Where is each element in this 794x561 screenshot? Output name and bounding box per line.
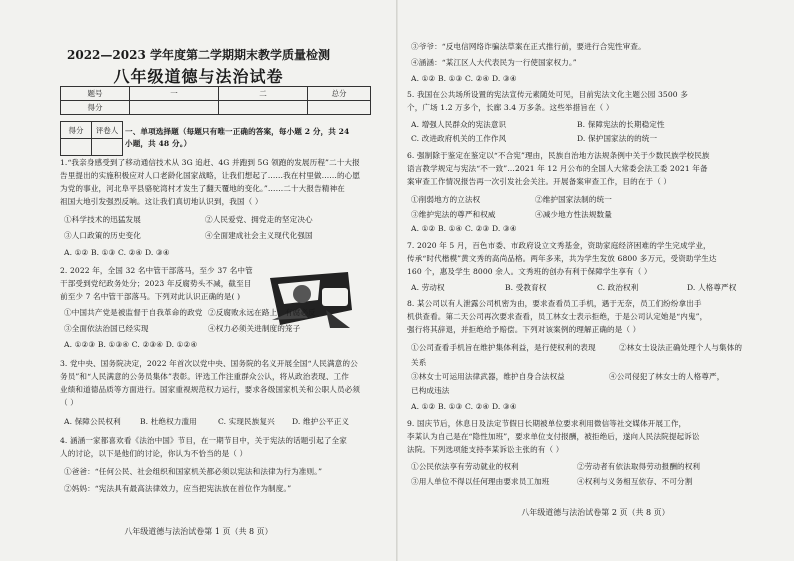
option-text: ④减少地方性法规数量: [535, 210, 612, 219]
question-text: 8. 某公司以有人泄露公司机密为由，要求查看员工手机，遇于无奈，员工们纷纷拿出手: [407, 299, 702, 308]
question-text: 干部受到党纪政务处分；2023 年反腐势头不减，截至目: [60, 279, 252, 288]
option-text: ④全面建成社会主义现代化强国: [205, 231, 313, 240]
option-text: ③用人单位不得以任何理由要求员工加班: [411, 477, 550, 486]
option-text: ②劳动者有依法取得劳动报酬的权利: [577, 462, 701, 471]
question-text: 法院。下列选项能支持李某诉讼主张的有（ ）: [407, 445, 564, 454]
section-heading: 小题，共 48 分。）: [125, 139, 192, 148]
question-text: 传承“时代楷模”黄文秀的高尚品格。两年多来，共为学生发放 6800 多万元，受资助学生达: [407, 254, 717, 263]
grader-table: [60, 121, 123, 156]
option-text: C. 改进政府机关的工作作风: [411, 134, 507, 143]
option-text: ②妈妈：“宪法具有最高法律效力，应当把宪法放在首位作为制度。”: [64, 484, 292, 493]
question-text: （ ）: [60, 398, 78, 407]
question-text: 160 个，惠及学生 8000 余人。文秀班的创办有利于保障学生享有（ ）: [407, 267, 652, 276]
score-label-cell: 得分: [61, 101, 130, 115]
answer-choices: A. ①② B. ①③ C. ②④ D. ③④: [411, 402, 517, 411]
option-text: 已构成违法: [411, 386, 450, 395]
option-text: B. 杜绝权力滥用: [140, 417, 197, 426]
option-text: ①中国共产党是被监督于自我革命的政党: [64, 308, 203, 317]
option-text: ④权力必须关进制度的笼子: [208, 324, 301, 333]
question-text: 7. 2020 年 5 月，百色市委、市政府设立文秀基金，资助家庭经济困难的学生完成学业，: [407, 241, 711, 250]
option-text: D. 人格尊严权: [687, 283, 737, 292]
question-text: 业绩和道德品质等方面进行。国家重视规范权力运行，要求各级国家机关和公职人员必须: [60, 385, 361, 394]
score-value-cell[interactable]: [130, 101, 219, 115]
question-text: 4. 涵涵一家都喜欢看《法治中国》节目，在一期节目中，关于宪法的话题引起了全家: [60, 436, 347, 445]
score-header-cell: 二: [219, 87, 308, 101]
option-text: A. 增强人民群众的宪法意识: [411, 120, 507, 129]
grader-name-label: 评卷人: [92, 122, 123, 139]
score-value-cell[interactable]: [219, 101, 308, 115]
question-text: 祖国大地引发强烈反响。这让我们真切地认识到，我国（ ）: [60, 197, 263, 206]
option-text: ③全面依法治国已经实现: [64, 324, 149, 333]
option-text: ③林女士可运用法律武器，维护自身合法权益: [411, 372, 565, 381]
question-text: 个，广场 1.2 万多个，长廊 3.4 万多条。这些举措旨在（ ）: [407, 103, 614, 112]
answer-choices: A. ①② B. ①③ C. ②④ D. ③④: [411, 74, 517, 83]
option-text: ①公司查看手机旨在维护集体利益，是行使权利的表现: [411, 343, 596, 352]
option-text: ①爸爸：“任何公民、社会组织和国家机关都必须以宪法和法律为行为准则。”: [64, 467, 323, 476]
question-text: 语言教学规定与宪法“不一致”…2021 年 12 月公布的全国人大常委会法工委 2021 年备: [407, 164, 708, 173]
answer-choices: A. ①② B. ①③ C. ②④ D. ③④: [64, 248, 170, 257]
score-header-cell: 总分: [308, 87, 371, 101]
page-footer: 八年级道德与法治试卷第 1 页（共 8 页）: [124, 527, 273, 536]
question-text: 5. 我国在公共场所设置的宪法宣传元素随处可见，目前宪法文化主题公园 3500 多: [407, 90, 688, 99]
question-text: 1.“我亲身感受到了移动通信技术从 3G 追赶、4G 并跑到 5G 领跑的发展历程”二十大报: [60, 158, 360, 167]
question-text: 6. 强制除于鉴定在鉴定以“不合宪”理由，民族自治地方法规条例中关于少数民族学校民族: [407, 151, 710, 160]
option-text: A. 劳动权: [411, 283, 445, 292]
option-text: D. 维护公平正义: [292, 417, 350, 426]
option-text: ③维护宪法的尊严和权威: [411, 210, 496, 219]
question-text: 务员”和“人民满意的公务员集体”表彰。评选工作注重群众公认，将从政治表现、工作: [60, 372, 349, 381]
option-text: C. 实现民族复兴: [218, 417, 275, 426]
question-text: 前至少 7 名中管干部落马。下列对此认识正确的是( ): [60, 292, 241, 301]
score-table: [60, 86, 371, 115]
option-text: ②维护国家法制的统一: [535, 195, 612, 204]
option-text: ①削弱地方的立法权: [411, 195, 481, 204]
option-text: ①科学技术的迅猛发展: [64, 215, 141, 224]
option-text: B. 保障宪法的长期稳定性: [577, 120, 665, 129]
grader-score-label: 得分: [61, 122, 92, 139]
option-text: ④公司侵犯了林女士的人格尊严，: [609, 372, 725, 381]
score-value-cell[interactable]: [308, 101, 371, 115]
question-text: 9. 国庆节后，休息日及法定节假日长期被单位要求利用微信等社交媒体开展工作，: [407, 419, 687, 428]
question-text: 李某认为自己是在“隐性加班”，要求单位支付报酬，被拒绝后，遂向人民法院提起诉讼: [407, 432, 700, 441]
option-text: D. 保护国家法的的统一: [577, 134, 658, 143]
question-text: 强行将其辞退，并拒绝给予赔偿。下列对该案例的理解正确的是（ ）: [407, 325, 641, 334]
score-header-cell: 一: [130, 87, 219, 101]
option-text: 关系: [411, 358, 427, 367]
question-text: 2. 2022 年，全国 32 名中管干部落马，至少 37 名中管: [60, 266, 253, 275]
anti-corruption-cartoon: [260, 270, 355, 332]
question-text: 机供查看。第二天公司再次要求查看，员工林女士表示拒绝，于是公司认定她是“内鬼”，: [407, 312, 708, 321]
option-text: A. 保障公民权利: [64, 417, 121, 426]
option-text: ③爷爷：“反电信网络诈骗法草案在正式推行前，要进行合宪性审查。: [411, 42, 646, 51]
question-text: 人的讨论，以下是他们的讨论，你认为不恰当的是（ ）: [60, 449, 248, 458]
grader-name-cell[interactable]: [92, 139, 123, 156]
answer-choices: A. ①②③ B. ①③④ C. ②③④ D. ①②④: [64, 340, 198, 349]
question-text: 告里提出的实施积极应对人口老龄化国家战略，让我们想起了……我在村里做……的心愿: [60, 171, 361, 180]
option-text: ②反腐败永远在路上，有腐必反: [208, 308, 316, 317]
right-page: [397, 0, 794, 561]
grader-score-cell[interactable]: [61, 139, 92, 156]
option-text: C. 政治权利: [597, 283, 639, 292]
option-text: ①公民依法享有劳动就业的权利: [411, 462, 519, 471]
option-text: B. 受教育权: [505, 283, 547, 292]
page-footer: 八年级道德与法治试卷第 2 页（共 8 页）: [521, 508, 670, 517]
exam-title: 2022—2023 学年度第二学期期末教学质量检测: [67, 48, 330, 62]
option-text: ②人民爱党、拥党走的坚定决心: [205, 215, 313, 224]
score-header-cell: 题号: [61, 87, 130, 101]
exam-subtitle: 八年级道德与法治试卷: [113, 67, 284, 86]
question-text: 为党的事业，河北阜平县骆驼湾村才发生了翻天覆地的变化。”……二十大报告精神在: [60, 184, 345, 193]
option-text: ③人口政策的历史变化: [64, 231, 141, 240]
question-text: 案审查工作情况报告再一次引发社会关注。开展备案审查工作，目的在于（ ）: [407, 177, 672, 186]
section-heading: 一、单项选择题（每题只有唯一正确的答案，每小题 2 分，共 24: [125, 127, 350, 136]
option-text: ④涵涵：“某江区人大代表民为一行使国家权力。”: [411, 58, 577, 67]
option-text: ④权利与义务相互依存、不可分割: [577, 477, 693, 486]
option-text: ②林女士设法正确处理个人与集体的: [619, 343, 743, 352]
question-text: 3. 党中央、国务院决定，2022 年首次以党中央、国务院的名义开展全国“人民满意的公: [60, 359, 358, 368]
answer-choices: A. ①② B. ①④ C. ②③ D. ③④: [411, 224, 517, 233]
